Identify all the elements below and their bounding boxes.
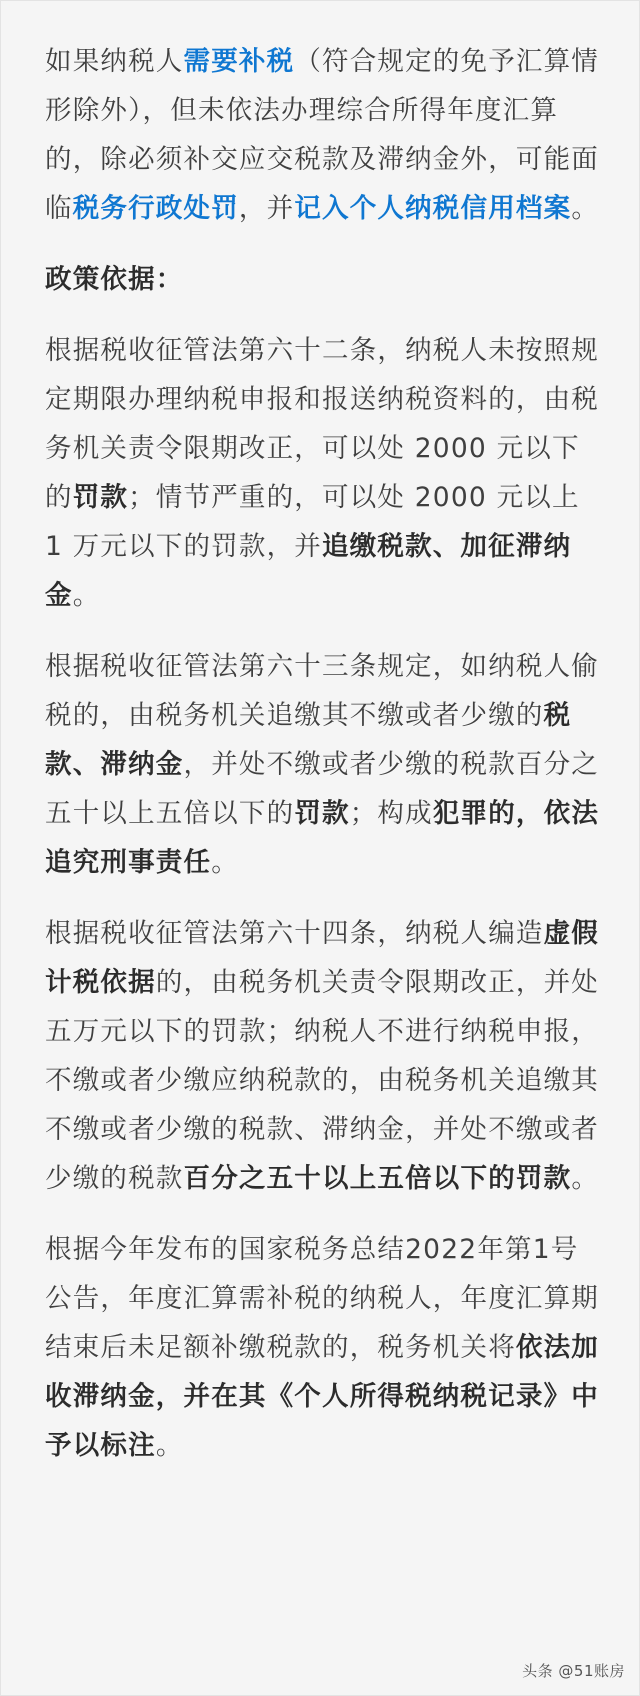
text-run: 如果纳税人 <box>45 46 184 77</box>
paragraph <box>45 37 605 233</box>
heading-text: 政策依据： <box>45 264 184 295</box>
paragraph <box>45 909 605 1203</box>
article-body <box>45 37 605 1470</box>
bold-text: 追缴税款、加征滞纳金 <box>45 531 572 611</box>
text-run: ；构成 <box>349 798 433 829</box>
text-run: 的，由税务机关责令限期改正，并处五万元以下的罚款；纳税人不进行纳税申报，不缴或者少缴应纳税款的，由税务机关追缴其不缴或者少缴的税款、滞纳金，并处不缴或者少缴的税款 <box>45 967 600 1194</box>
text-run: ，并 <box>238 193 295 224</box>
text-run: 。 <box>155 1430 184 1461</box>
text-run: 根据税收征管法第六十三条规定，如纳税人偷税的，由税务机关追缴其不缴或者少缴的 <box>45 651 599 731</box>
highlighted-text: 记入个人纳税信用档案 <box>294 193 572 224</box>
text-run: 根据税收征管法第六十二条，纳税人未按照规定期限办理纳税申报和报送纳税资料的，由税务机关责令限期改正，可以处 2000 元以下的 <box>45 335 599 513</box>
bold-text: 依法加收滞纳金，并在其《个人所得税纳税记录》中予以标注 <box>45 1332 600 1461</box>
paragraph <box>45 642 605 887</box>
bold-text: 虚假计税依据 <box>45 918 600 998</box>
text-run: 。 <box>211 847 239 878</box>
text-run: 。 <box>571 193 600 224</box>
section-heading <box>45 255 605 304</box>
source-watermark: 头条 @51账房 <box>522 1662 625 1680</box>
text-run: 根据今年发布的国家税务总结2022年第1号公告，年度汇算需补税的纳税人，年度汇算期结束后未足额补缴税款的，税务机关将 <box>45 1234 599 1363</box>
bold-text: 百分之五十以上五倍以下的罚款 <box>183 1163 572 1194</box>
text-run: ；情节严重的，可以处 2000 元以上 1 万元以下的罚款，并 <box>45 482 580 562</box>
text-run: 。 <box>571 1163 600 1194</box>
highlighted-text: 需要补税 <box>183 46 295 77</box>
paragraph <box>45 326 605 620</box>
text-run: 根据税收征管法第六十四条，纳税人编造 <box>45 918 544 949</box>
highlighted-text: 税务行政处罚 <box>72 193 239 224</box>
bold-text: 罚款 <box>72 482 129 513</box>
text-run: ，并处不缴或者少缴的税款百分之五十以上五倍以下的 <box>45 749 599 829</box>
text-run: 。 <box>72 580 101 611</box>
paragraph <box>45 1225 605 1470</box>
text-run: （符合规定的免予汇算情形除外），但未依法办理综合所得年度汇算的，除必须补交应交税款及滞纳金外，可能面临 <box>45 46 600 224</box>
bold-text: 罚款 <box>294 798 350 829</box>
bold-text: 税款、滞纳金 <box>45 700 572 780</box>
bold-text: 犯罪的，依法追究刑事责任 <box>45 798 600 878</box>
